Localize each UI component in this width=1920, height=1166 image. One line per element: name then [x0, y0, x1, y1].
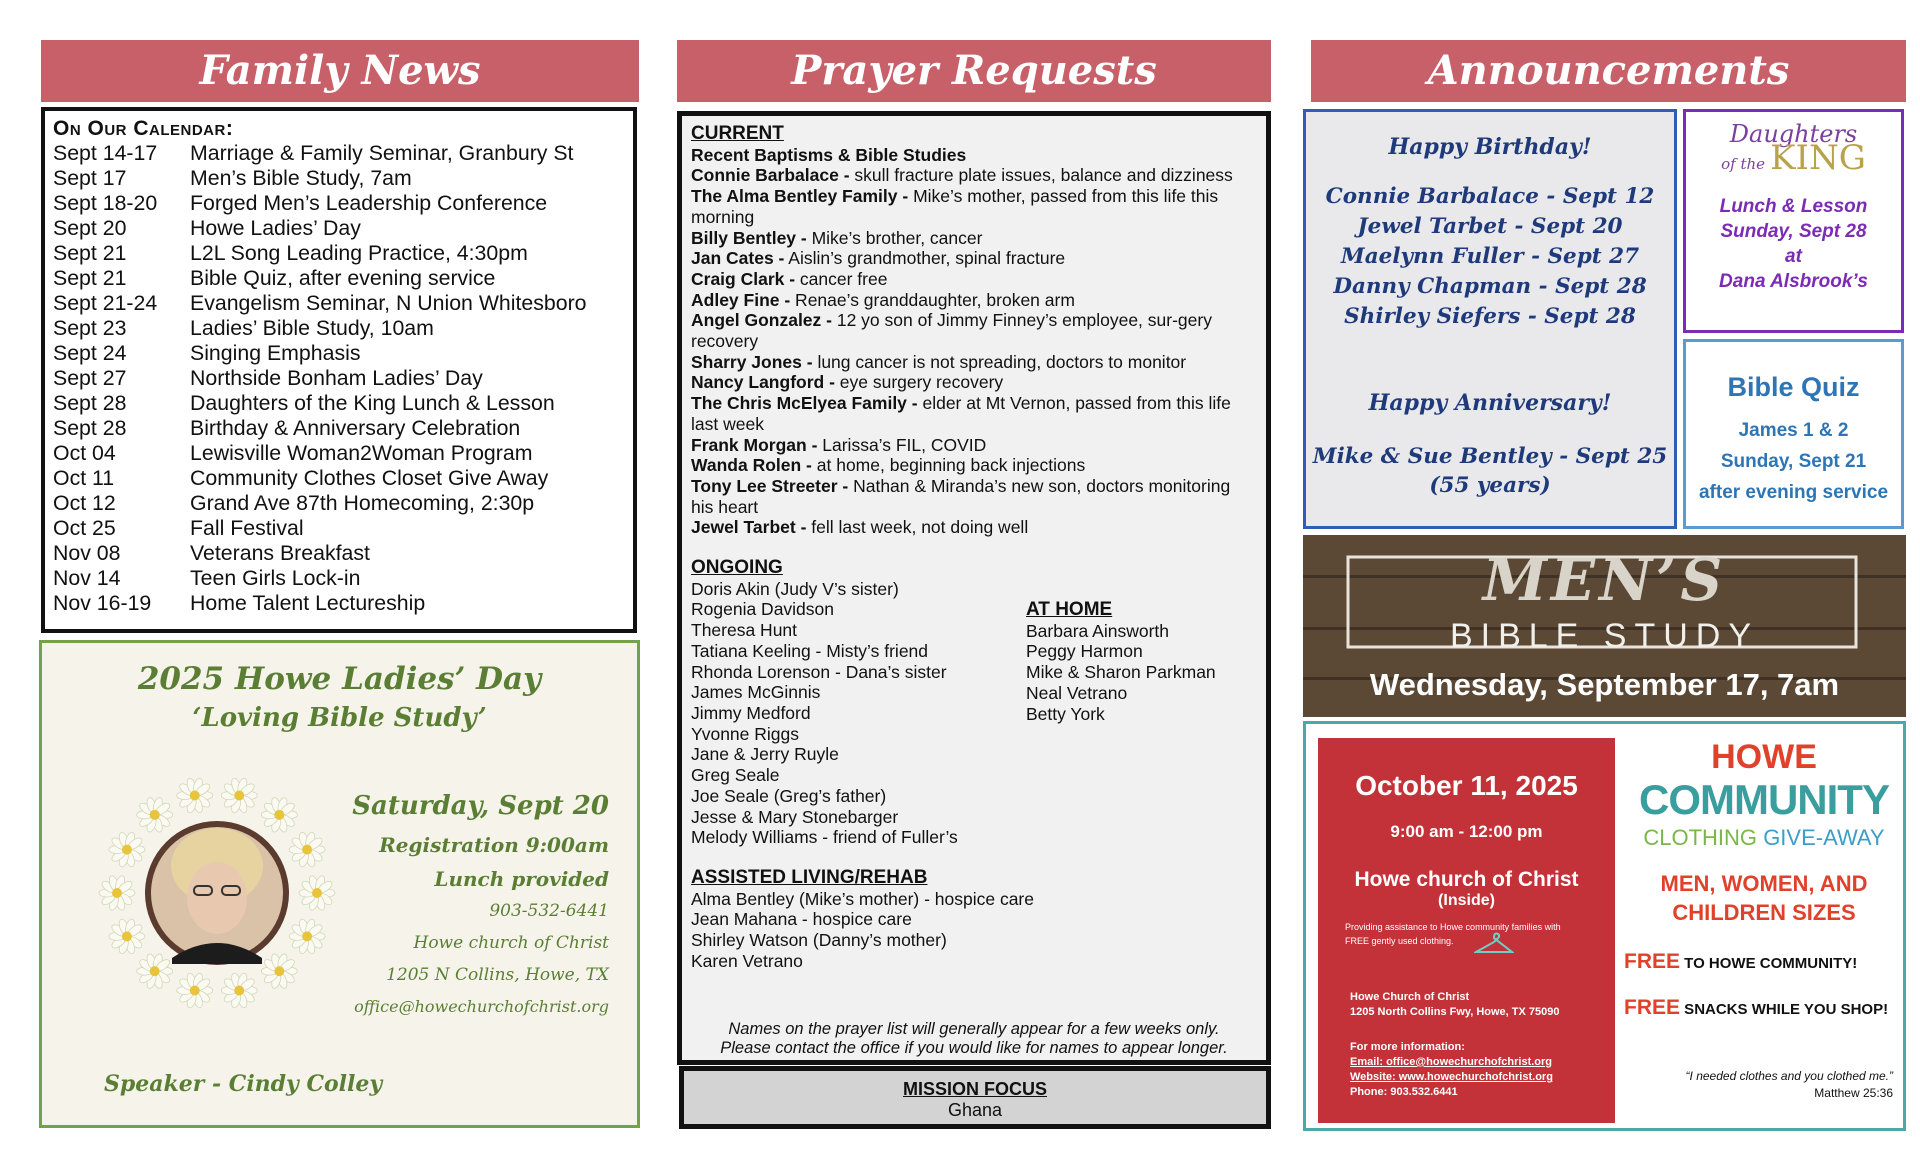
prayer-name: Tony Lee Streeter -	[691, 475, 849, 496]
calendar-event: Daughters of the King Lunch & Lesson	[190, 391, 555, 415]
dotk-line: Lunch & Lesson	[1719, 196, 1868, 217]
calendar-event: Howe Ladies’ Day	[190, 216, 361, 240]
prayer-note: fell last week, not doing well	[806, 517, 1029, 538]
calendar-row	[53, 591, 625, 616]
giveaway-time: 9:00 am - 12:00 pm	[1390, 822, 1543, 841]
daughters-of-king-box	[1683, 109, 1904, 333]
home-section-title: AT HOME	[1026, 599, 1113, 621]
calendar-event: Ladies’ Bible Study, 10am	[190, 316, 434, 340]
prayer-name: Billy Bentley -	[691, 227, 807, 248]
free-word-1: FREE	[1624, 950, 1681, 973]
giveaway-clothing-word: CLOTHING	[1643, 825, 1758, 850]
birthday-entry: Maelynn Fuller - Sept 27	[1340, 244, 1640, 269]
prayer-box	[677, 111, 1271, 1065]
calendar-row	[53, 441, 625, 466]
assisted-item: Shirley Watson (Danny’s mother)	[691, 930, 947, 951]
dotk-line: Sunday, Sept 28	[1720, 221, 1867, 242]
home-item: Peggy Harmon	[1026, 641, 1143, 662]
assisted-item: Karen Vetrano	[691, 950, 803, 971]
anniversary-entry: Mike & Sue Bentley - Sept 25	[1312, 444, 1668, 469]
ladies-day-address: 1205 N Collins, Howe, TX	[386, 965, 609, 985]
prayer-note: at home, beginning back injections	[811, 455, 1086, 476]
ongoing-item: Joe Seale (Greg’s father)	[691, 785, 887, 806]
free-line-2-text: SNACKS WHILE YOU SHOP!	[1680, 1001, 1889, 1018]
ladies-day-registration: Registration 9:00am	[379, 833, 609, 857]
calendar-event: L2L Song Leading Practice, 4:30pm	[190, 241, 528, 265]
quiz-line: Sunday, Sept 21	[1720, 451, 1867, 472]
prayer-item	[691, 455, 1257, 476]
prayer-item	[691, 310, 1257, 351]
calendar-date: Nov 14	[53, 566, 121, 590]
hanger-icon	[1474, 930, 1514, 956]
ongoing-item: Jimmy Medford	[691, 702, 811, 723]
prayer-note: lung cancer is not spreading, doctors to monitor	[812, 351, 1187, 372]
ongoing-item: Rhonda Lorenson - Dana’s sister	[691, 661, 947, 682]
dotk-line: at	[1785, 246, 1802, 267]
prayer-note	[682, 1020, 1266, 1058]
family-news-header: Family News	[41, 40, 639, 102]
prayer-name: The Alma Bentley Family -	[691, 186, 914, 207]
calendar-date: Oct 04	[53, 441, 116, 465]
calendar-row	[53, 166, 625, 191]
prayer-item	[691, 517, 1257, 538]
ongoing-item: Tatiana Keeling - Misty’s friend	[691, 640, 929, 661]
clothing-giveaway-box	[1303, 721, 1906, 1131]
calendar-event: Community Clothes Closet Give Away	[190, 466, 549, 490]
prayer-item	[691, 290, 1257, 311]
calendar-row	[53, 516, 625, 541]
assisted-item: Jean Mahana - hospice care	[691, 909, 912, 930]
calendar-event: Forged Men’s Leadership Conference	[190, 191, 548, 215]
giveaway-sizes	[1622, 869, 1906, 927]
calendar-title: On Our Calendar:	[53, 117, 234, 140]
ongoing-section-title: ONGOING	[691, 557, 783, 579]
ladies-day-flyer	[39, 640, 640, 1128]
calendar-event: Teen Girls Lock-in	[190, 566, 361, 590]
prayer-item	[691, 435, 1257, 456]
howe-title: HOWE	[1711, 738, 1817, 776]
ladies-day-speaker: Speaker - Cindy Colley	[104, 1071, 383, 1097]
assisted-section-title: ASSISTED LIVING/REHAB	[691, 866, 928, 888]
prayer-note: elder at Mt Vernon, passed from this life last week	[691, 393, 1231, 434]
mission-focus-box	[679, 1066, 1271, 1129]
prayer-item	[691, 476, 1257, 517]
free-line-1-text: TO HOWE COMMUNITY!	[1680, 955, 1858, 972]
calendar-box	[41, 107, 637, 633]
prayer-item	[691, 372, 1257, 393]
prayer-note: Aislin’s grandmother, spinal fracture	[784, 248, 1066, 269]
calendar-event: Grand Ave 87th Homecoming, 2:30p	[190, 491, 535, 515]
ladies-day-lunch: Lunch provided	[434, 867, 609, 891]
giveaway-address-line2: 1205 North Collins Fwy, Howe, TX 75090	[1350, 1006, 1560, 1018]
giveaway-sizes-line2: CHILDREN SIZES	[1672, 900, 1856, 925]
ladies-day-email[interactable]: office@howechurchofchrist.org	[354, 997, 609, 1016]
calendar-row	[53, 466, 625, 491]
home-item: Barbara Ainsworth	[1026, 620, 1169, 641]
prayer-item	[691, 352, 1257, 373]
mens-title: MEN’S	[1482, 546, 1727, 614]
quiz-title: Bible Quiz	[1727, 372, 1860, 402]
giveaway-contact	[1350, 1040, 1615, 1100]
calendar-event: Bible Quiz, after evening service	[190, 266, 496, 290]
free-line-2	[1624, 996, 1888, 1020]
bible-quote	[1686, 1068, 1893, 1102]
bible-quiz-box	[1683, 339, 1904, 529]
clothing-red-panel	[1318, 738, 1615, 1123]
ongoing-item: Melody Williams - friend of Fuller’s	[691, 827, 958, 848]
giveaway-date: October 11, 2025	[1355, 770, 1578, 801]
prayer-name: Wanda Rolen -	[691, 455, 812, 476]
dotk-logo	[1686, 122, 1901, 176]
current-section-title: CURRENT	[691, 123, 784, 144]
prayer-item	[691, 393, 1257, 434]
prayer-note: eye surgery recovery	[834, 372, 1004, 393]
calendar-date: Oct 12	[53, 491, 116, 515]
prayer-note: 12 yo son of Jimmy Finney’s employee, sur-gery recovery	[691, 310, 1212, 352]
calendar-row	[53, 216, 625, 241]
calendar-date: Sept 27	[53, 366, 127, 390]
calendar-event: Birthday & Anniversary Celebration	[190, 416, 521, 440]
giveaway-info-label: For more information:	[1350, 1041, 1465, 1053]
giveaway-phone: Phone: 903.532.6441	[1350, 1086, 1458, 1098]
birthday-title: Happy Birthday!	[1388, 134, 1592, 160]
calendar-row	[53, 416, 625, 441]
prayer-note-line2: Please contact the office if you would like for names to appear longer.	[720, 1039, 1228, 1057]
calendar-event: Marriage & Family Seminar, Granbury St	[190, 141, 574, 165]
prayer-name: Connie Barbalace -	[691, 165, 850, 186]
flower-wreath-photo	[82, 758, 352, 1028]
prayer-note: cancer free	[795, 268, 888, 289]
quiz-line: after evening service	[1698, 482, 1889, 503]
calendar-row	[53, 316, 625, 341]
prayer-item	[691, 269, 1257, 290]
calendar-date: Sept 23	[53, 316, 127, 340]
ongoing-item: Jane & Jerry Ruyle	[691, 744, 839, 765]
calendar-row	[53, 141, 625, 166]
calendar-row	[53, 491, 625, 516]
birthday-entry: Shirley Siefers - Sept 28	[1344, 304, 1636, 329]
giveaway-word: GIVE-AWAY	[1763, 825, 1885, 850]
announcements-header: Announcements	[1311, 40, 1906, 102]
prayer-name: Craig Clark -	[691, 268, 796, 289]
calendar-row	[53, 366, 625, 391]
birthday-entry: Connie Barbalace - Sept 12	[1325, 184, 1655, 209]
ongoing-item: Jesse & Mary Stonebarger	[691, 806, 899, 827]
ongoing-item: James McGinnis	[691, 682, 821, 703]
calendar-event: Lewisville Woman2Woman Program	[190, 441, 533, 465]
ladies-day-phone: 903-532-6441	[489, 901, 609, 921]
anniversary-years: (55 years)	[1429, 473, 1551, 498]
mission-country: Ghana	[947, 1100, 1003, 1120]
prayer-note-line1: Names on the prayer list will generally appear for a few weeks only.	[728, 1020, 1220, 1038]
prayer-note: Renae’s granddaughter, broken arm	[790, 289, 1075, 310]
calendar-date: Sept 24	[53, 341, 127, 365]
ladies-day-subtitle: ‘Loving Bible Study’	[192, 703, 487, 733]
prayer-item	[691, 165, 1257, 186]
calendar-date: Nov 16-19	[53, 591, 152, 615]
ladies-day-title: 2025 Howe Ladies’ Day	[137, 661, 542, 697]
ongoing-item: Rogenia Davidson	[691, 599, 835, 620]
free-word-2: FREE	[1624, 996, 1681, 1019]
calendar-event: Fall Festival	[190, 516, 304, 540]
calendar-event: Veterans Breakfast	[190, 541, 370, 565]
calendar-date: Sept 20	[53, 216, 127, 240]
calendar-date: Sept 17	[53, 166, 127, 190]
giveaway-email-link[interactable]: Email: office@howechurchofchrist.org	[1350, 1056, 1553, 1068]
mens-date: Wednesday, September 17, 7am	[1369, 667, 1840, 702]
calendar-row	[53, 566, 625, 591]
calendar-row	[53, 391, 625, 416]
calendar-date: Oct 25	[53, 516, 116, 540]
prayer-name: Sharry Jones -	[691, 351, 813, 372]
dotk-logo-line2: of the	[1721, 155, 1766, 173]
prayer-name: The Chris McElyea Family -	[691, 393, 918, 414]
giveaway-address	[1350, 990, 1615, 1020]
giveaway-desc-line1: Providing assistance to Howe community families with	[1345, 922, 1561, 932]
anniversary-title: Happy Anniversary!	[1368, 390, 1612, 416]
ladies-day-date: Saturday, Sept 20	[352, 791, 609, 821]
free-line-1	[1624, 950, 1857, 974]
calendar-event: Men’s Bible Study, 7am	[190, 166, 412, 190]
ongoing-item: Greg Seale	[691, 765, 780, 786]
calendar-date: Sept 28	[53, 391, 127, 415]
prayer-note: Mike’s mother, passed from this life this morning	[691, 186, 1219, 227]
giveaway-desc-line2: FREE gently used clothing.	[1345, 936, 1454, 946]
community-title: COMMUNITY	[1639, 776, 1889, 823]
prayer-name: Frank Morgan -	[691, 434, 818, 455]
assisted-item: Alma Bentley (Mike’s mother) - hospice care	[691, 888, 1034, 909]
calendar-row	[53, 191, 625, 216]
calendar-date: Sept 28	[53, 416, 127, 440]
calendar-row	[53, 541, 625, 566]
quiz-line: James 1 & 2	[1738, 420, 1849, 441]
dotk-line: Dana Alsbrook’s	[1719, 271, 1868, 292]
prayer-header: Prayer Requests	[677, 40, 1271, 102]
prayer-name: Jewel Tarbet -	[691, 517, 807, 538]
calendar-date: Sept 21	[53, 241, 127, 265]
mission-title: MISSION FOCUS	[902, 1079, 1047, 1099]
current-subtitle: Recent Baptisms & Bible Studies	[691, 144, 967, 165]
prayer-item	[691, 228, 1257, 249]
giveaway-inside: (Inside)	[1438, 892, 1495, 909]
prayer-item	[691, 248, 1257, 269]
birthday-entry: Jewel Tarbet - Sept 20	[1357, 214, 1623, 239]
birthday-entry: Danny Chapman - Sept 28	[1333, 274, 1647, 299]
prayer-note: Larissa’s FIL, COVID	[817, 434, 987, 455]
dotk-logo-line3: KING	[1770, 138, 1866, 178]
home-item: Betty York	[1026, 703, 1105, 724]
calendar-date: Sept 21-24	[53, 291, 158, 315]
calendar-event: Northside Bonham Ladies’ Day	[190, 366, 483, 390]
calendar-date: Sept 18-20	[53, 191, 158, 215]
prayer-name: Jan Cates -	[691, 248, 785, 269]
calendar-event: Singing Emphasis	[190, 341, 361, 365]
calendar-row	[53, 341, 625, 366]
calendar-date: Oct 11	[53, 466, 115, 490]
ongoing-item: Doris Akin (Judy V’s sister)	[691, 578, 899, 599]
giveaway-sizes-line1: MEN, WOMEN, AND	[1660, 871, 1868, 896]
giveaway-place: Howe church of Christ	[1354, 868, 1579, 891]
dotk-logo-line1: Daughters	[1729, 120, 1858, 148]
calendar-date: Nov 08	[53, 541, 121, 565]
birthday-anniversary-box	[1303, 109, 1677, 529]
prayer-note: Nathan & Miranda’s new son, doctors monitoring his heart	[691, 475, 1231, 517]
home-item: Neal Vetrano	[1026, 682, 1128, 703]
mens-bible-study-banner	[1303, 535, 1906, 717]
giveaway-subtitle	[1622, 825, 1906, 851]
prayer-name: Angel Gonzalez -	[691, 310, 832, 331]
prayer-item	[691, 186, 1257, 227]
calendar-row	[53, 291, 625, 316]
ladies-day-church: Howe church of Christ	[413, 933, 609, 953]
giveaway-address-line1: Howe Church of Christ	[1350, 991, 1470, 1003]
prayer-note: Mike’s brother, cancer	[806, 227, 983, 248]
ongoing-item: Yvonne Riggs	[691, 723, 799, 744]
calendar-event: Home Talent Lectureship	[190, 591, 426, 615]
prayer-name: Adley Fine -	[691, 289, 791, 310]
quote-verse: Matthew 25:36	[1814, 1086, 1893, 1100]
calendar-date: Sept 14-17	[53, 141, 158, 165]
mens-subtitle: BIBLE STUDY	[1449, 617, 1760, 655]
calendar-event: Evangelism Seminar, N Union Whitesboro	[190, 291, 587, 315]
prayer-note: skull fracture plate issues, balance and dizziness	[849, 165, 1233, 186]
giveaway-website-link[interactable]: Website: www.howechurchofchrist.org	[1350, 1071, 1553, 1083]
calendar-date: Sept 21	[53, 266, 127, 290]
prayer-name: Nancy Langford -	[691, 372, 835, 393]
calendar-row	[53, 241, 625, 266]
calendar-row	[53, 266, 625, 291]
ongoing-item: Theresa Hunt	[691, 620, 798, 641]
quote-text: “I needed clothes and you clothed me.”	[1685, 1069, 1893, 1083]
home-item: Mike & Sharon Parkman	[1026, 662, 1216, 683]
